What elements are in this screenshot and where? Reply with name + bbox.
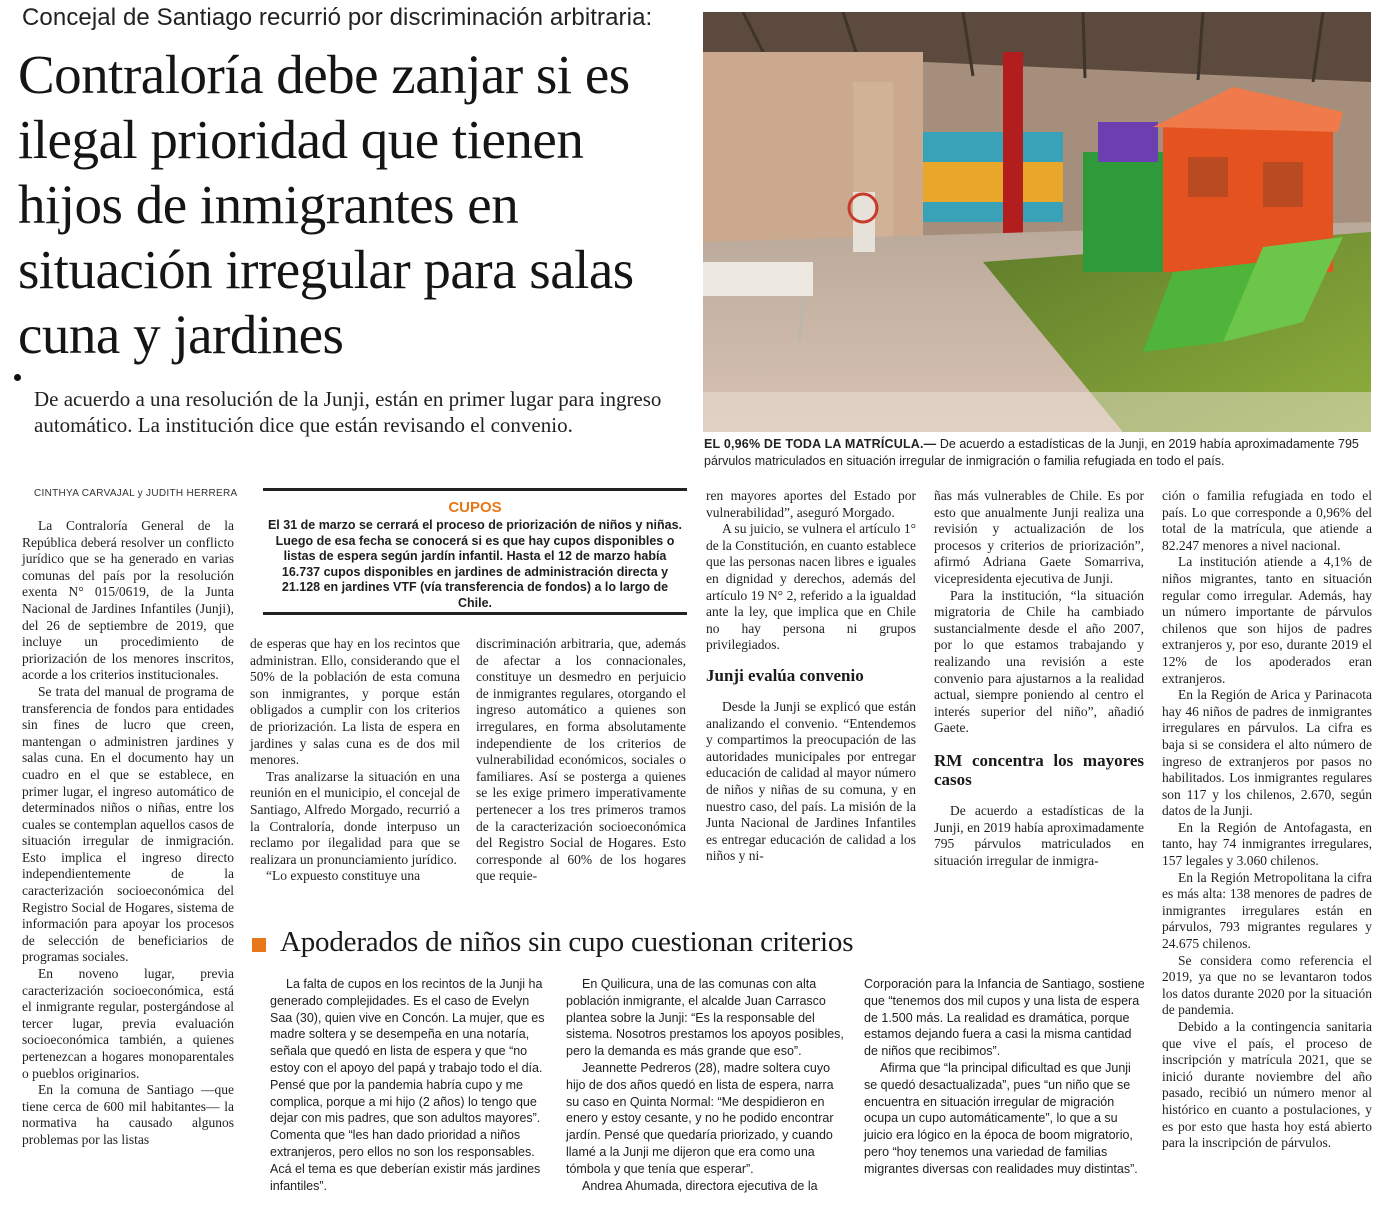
paragraph: Se trata del manual de programa de transferencia de fondos para entidades sin fines de lucro que creen, mantengan o administren jardines y salas cuna. En el documento hay un cuadro en el que se establece, en primer lugar, el ingreso automático de determinados niños o niñas, entre los cuales se contemplan aquellos casos de situación irregular de inmigración. Esto implica el ingreso directo independientemente de la caracterización socioeconómica del Registro Social de Hogares, sistema de información para apoyar los procesos de selección de beneficiarios de programas sociales. <box>22 683 234 965</box>
paragraph: La Contraloría General de la República deberá resolver un conflicto jurídico que se ha generado en varias comunas del país por la resolución exenta N° 015/0619, de la Junta Nacional de Jardines Infantiles (Junji), del 26 de septiembre de 2019, que incluye un procedimiento de priorización de los menores inscritos, acorde a los criterios institucionales. <box>22 518 234 683</box>
paragraph: Afirma que “la principal dificultad es que Junji se quedó desactualizada”, pues “un niño que se encuentra en situación irregular de migración ocupa un cupo automáticamente”, lo que a su juicio era lógico en la época de boom migratorio, pero “hoy tenemos una variedad de familias migrantes diversas con realidades muy distintas”. <box>864 1060 1138 1176</box>
caption-bold: EL 0,96% DE TODA LA MATRÍCULA.— <box>704 437 937 451</box>
subheading-junji: Junji evalúa convenio <box>706 665 864 685</box>
caption-text: De acuerdo a estadísticas de la Junji, en 2019 había aproximadamente 795 párvulos matriculados en situación irregular de inmigración o familia refugiada en todo el país. <box>704 437 1359 468</box>
paragraph: Debido a la contingencia sanitaria que vive el país, el proceso de inscripción y matrícula 2021, que se inició durante noviembre del año pasado, recibió un número menor al histórico en cuanto a postulaciones, y es por esto que hasta hoy está abierto para la inscripción de párvulos. <box>1162 1019 1372 1151</box>
paragraph: La falta de cupos en los recintos de la Junji ha generado complejidades. Es el caso de Evelyn Saa (30), quien vive en Concón. La mujer, que es madre soltera y se desempeña en una notaría, señala que quedó en lista de espera y que “no estoy con el apoyo del papá y trabajo todo el día. Pensé que por la pandemia habría cupo y me complica, porque a mi hijo (2 años) lo tengo que dejar con mis padres, que son adultos mayores”. Comenta que “les han dado prioridad a niños extranjeros, pero ellos no son los responsables. Acá el tema es que deberían existir más jardines infantiles”. <box>270 977 545 1193</box>
paragraph: Para la institución, “la situación migratoria de Chile ha cambiado sustancialmente desde el año 2007, por lo que estamos trabajando y realizando una revisión a este convenio para ajustarnos a la realidad actual, siempre poniendo al centro el interés superior del niño”, añadió Gaete. <box>934 587 1144 736</box>
dek: De acuerdo a una resolución de la Junji, están en primer lugar para ingreso automático. La institución dice que están revisando el convenio. <box>34 387 662 437</box>
kicker: Concejal de Santiago recurrió por discriminación arbitraria: <box>22 4 653 31</box>
sidebar-column-1 <box>270 976 548 1194</box>
paragraph: ción o familia refugiada en todo el país. Lo que corresponde a 0,96% del total de la matrícula, que atiende a 82.247 menores a nivel nacional. <box>1162 488 1372 553</box>
paragraph: En la comuna de Santiago —que tiene cerca de 600 mil habitantes— la normativa ha causado algunos problemas por las listas <box>22 1082 234 1147</box>
bullet-icon <box>14 374 21 381</box>
box-text: El 31 de marzo se cerrará el proceso de priorización de niños y niñas. Luego de esa fecha se conocerá si es que hay cupos disponibles o listas de espera según jardín infantil. Hasta el 12 de marzo había 16.737 cupos disponibles en jardines de administración directa y 21.128 en jardines VTF (vía transferencia de fondos) a lo largo de Chile. <box>267 518 683 610</box>
subheading-rm: RM concentra los mayores casos <box>934 750 1144 789</box>
paragraph: Se considera como referencia el 2019, ya que no se levantaron todos los datos durante 2020 por la situación de pandemia. <box>1162 952 1372 1018</box>
article-column-6 <box>1162 488 1372 1152</box>
paragraph: ñas más vulnerables de Chile. Es por esto que anualmente Junji realiza una revisión y actualización de los procesos y criterios de priorización”, afirmó Adriana Gaete Somarriva, vicepresidenta ejecutiva de Junji. <box>934 488 1144 586</box>
box-bottom-rule <box>263 612 687 615</box>
paragraph: Corporación para la Infancia de Santiago, sostiene que “tenemos dos mil cupos y una lista de espera de 1.500 más. La realidad es dramática, porque estamos dejando fuera a casi la misma cantidad de niños que recibimos”. <box>864 977 1145 1059</box>
article-column-2 <box>250 636 460 885</box>
photo-caption <box>704 436 1372 470</box>
headline: Contraloría debe zanjar si es ilegal prioridad que tienen hijos de inmigrantes en situación irregular para salas cuna y jardines <box>18 44 634 365</box>
paragraph: En la Región Metropolitana la cifra es más alta: 138 menores de padres de inmigrantes irregulares están en párvulos, 793 migrantes regulares y 24.675 chilenos. <box>1162 869 1372 952</box>
paragraph: “Lo expuesto constituye una <box>266 868 421 884</box>
paragraph: Andrea Ahumada, directora ejecutiva de la <box>582 1178 818 1193</box>
paragraph: De acuerdo a estadísticas de la Junji, en 2019 había aproximadamente 795 párvulos matriculados en situación irregular de inmigra- <box>934 802 1144 868</box>
paragraph: A su juicio, se vulnera el artículo 1° de la Constitución, en cuanto establece que las personas nacen libres e iguales en dignidad y derechos, además del artículo 19 N° 2, referido a la igualdad ante la ley, que implica que en Chile no hay persona ni grupos privilegiados. <box>706 521 916 653</box>
article-column-1 <box>22 518 234 1149</box>
orange-square-icon <box>252 938 266 952</box>
paragraph: En noveno lugar, previa caracterización socioeconómica, está el inmigrante regular, postergándose al tercer lugar, previa evaluación socioeconómica también, a quienes pertenezcan a hogares monoparentales o pueblos originarios. <box>22 966 234 1081</box>
paragraph: Tras analizarse la situación en una reunión en el municipio, el concejal de Santiago, Alfredo Morgado, recurrió a la Contraloría, donde interpuso un reclamo por ilegalidad para que se realizara un pronunciamiento jurídico. <box>250 768 460 867</box>
box-top-rule <box>263 488 687 491</box>
sidebar-column-3 <box>864 976 1146 1178</box>
sidebar-column-2 <box>566 976 848 1194</box>
article-column-4 <box>706 488 916 865</box>
paragraph: En Quilicura, una de las comunas con alta población inmigrante, el alcalde Juan Carrasco plantea sobre la Junji: “Es la responsable del sistema. Nosotros prestamos los apoyos posibles, pero la demanda es más grande que eso”. <box>566 977 844 1059</box>
paragraph: discriminación arbitraria, que, además de afectar a los connacionales, constituye un desmedro en perjuicio de inmigrantes regulares, otorgando el ingreso automático a quienes son irregulares, en forma absolutamente independiente de los criterios de vulnerabilidad económicos, sociales o familiares. Así se posterga a quienes se les exige primero imperativamente pertenecer a los tres primeros tramos de la caracterización socioeconómica del Registro Social de Hogares. Esto corresponde al 60% de los hogares que requie- <box>476 636 686 884</box>
sidebar-title: Apoderados de niños sin cupo cuestionan criterios <box>280 926 854 958</box>
playground-photo <box>703 12 1371 432</box>
article-column-3 <box>476 636 686 885</box>
byline: CINTHYA CARVAJAL y JUDITH HERRERA <box>34 488 238 499</box>
paragraph: Jeannette Pedreros (28), madre soltera cuyo hijo de dos años quedó en lista de espera, narra su caso en Quinta Normal: “Me despidieron en enero y estoy cesante, y no he podido encontrar jardín. Pensé que quedaría priorizado, y cuando llamé a la Junji me dijeron que era como una tómbola y que tenía que esperar”. <box>566 1060 834 1176</box>
paragraph: Desde la Junji se explicó que están analizando el convenio. “Entendemos y compartimos la preocupación de las autoridades municipales por entregar educación de calidad al mayor número de niños y niñas de su comuna, y en nuestro caso, del país. La misión de la Junta Nacional de Jardines Infantiles es entregar educación de calidad a los niños y ni- <box>706 698 916 864</box>
playground-illustration <box>703 12 1371 432</box>
paragraph: de esperas que hay en los recintos que administran. Ello, considerando que el 50% de la población de esta comuna son inmigrantes, y porque están obligados a cumplir con los criterios de priorización. La lista de espera en jardines y salas cuna es de dos mil menores. <box>250 636 460 768</box>
paragraph: ren mayores aportes del Estado por vulnerabilidad”, aseguró Morgado. <box>706 488 916 520</box>
article-column-5 <box>934 488 1144 869</box>
paragraph: La institución atiende a 4,1% de niños migrantes, tanto en situación regular como irregular. Además, hay un número importante de párvulos chilenos que son hijos de padres extranjeros y, por eso, durante 2019 el 12% de los apoderados eran extranjeros. <box>1162 554 1372 686</box>
paragraph: En la Región de Arica y Parinacota hay 46 niños de padres de inmigrantes irregulares en párvulos. La cifra es baja si se considera el alto número de ingreso de extranjeros por pasos no habilitados. Los inmigrantes regulares son 117 y los chilenos, 2.670, según datos de la Junji. <box>1162 687 1372 819</box>
box-title: CUPOS <box>448 499 502 516</box>
paragraph: En la Región de Antofagasta, en tanto, hay 74 inmigrantes irregulares, 157 legales y 3.060 chilenos. <box>1162 819 1372 869</box>
